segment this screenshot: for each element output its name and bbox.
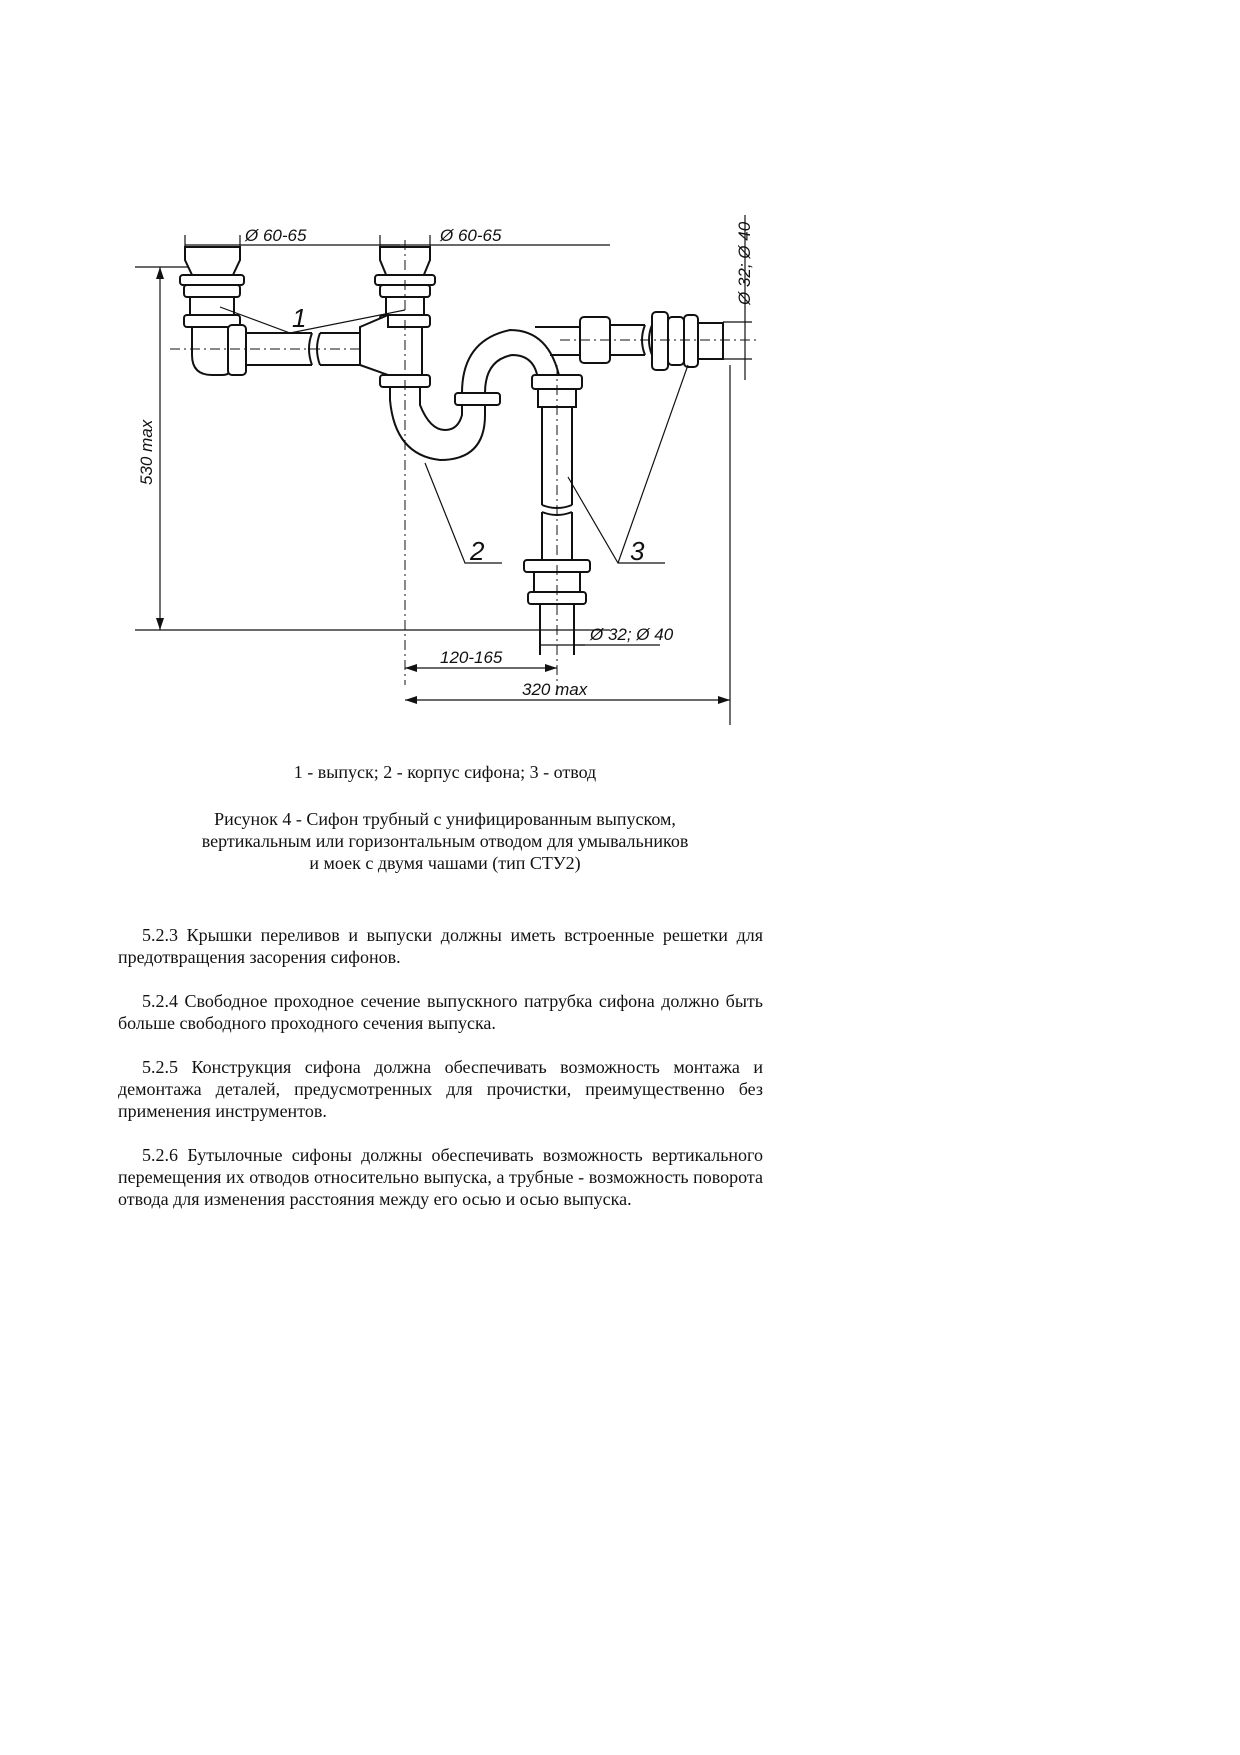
callout-3 <box>568 365 688 566</box>
right-outlet <box>560 312 760 370</box>
dimension-right <box>723 215 754 380</box>
paragraph-5-2-5: 5.2.5 Конструкция сифона должна обеспечивать возможность монтажа и демонтажа деталей, предусмотренных для прочистки, преимущественно без применения инструментов. <box>118 1057 763 1121</box>
dim-height-max: 530 max <box>137 419 156 485</box>
dim-mid-top-diameter: Ø 60-65 <box>440 226 502 245</box>
dimension-bottom-diameter <box>540 625 674 645</box>
paragraph-5-2-6: 5.2.6 Бутылочные сифоны должны обеспечивать возможность вертикального перемещения их отводов относительно выпуска, а трубные - возможность поворота отвода для изменения расстояния между его осью и осью выпуска. <box>118 1145 763 1209</box>
paragraph-5-2-4: 5.2.4 Свободное проходное сечение выпускного патрубка сифона должно быть больше свободного проходного сечения выпуска. <box>118 991 763 1033</box>
callout-2-label: 2 <box>470 536 485 566</box>
dimension-top-left <box>185 226 400 248</box>
callout-2 <box>425 463 502 566</box>
paragraph-5-2-3: 5.2.3 Крышки переливов и выпуски должны иметь встроенные решетки для предотвращения засорения сифонов. <box>118 925 763 967</box>
figure-legend: 1 - выпуск; 2 - корпус сифона; 3 - отвод <box>293 762 597 782</box>
dimension-top-mid <box>380 226 610 248</box>
dimension-width <box>405 365 730 725</box>
figure-caption <box>120 808 770 874</box>
middle-outlet <box>360 240 435 685</box>
dim-offset: 120-165 <box>440 648 503 667</box>
caption-line-2: вертикальным или горизонтальным отводом для умывальников <box>201 831 689 851</box>
dimension-offset <box>405 648 557 672</box>
siphon-drawing <box>137 215 840 725</box>
callout-3-label: 3 <box>630 536 645 566</box>
dim-bottom-diameter: Ø 32; Ø 40 <box>590 625 674 644</box>
caption-line-1: Рисунок 4 - Сифон трубный с унифицированным выпуском, <box>214 809 676 829</box>
dim-right-diameter: Ø 32; Ø 40 <box>735 221 754 305</box>
caption-line-3: и моек с двумя чашами (тип СТУ2) <box>309 853 581 873</box>
left-outlet <box>180 247 246 375</box>
dim-left-top-diameter: Ø 60-65 <box>245 226 307 245</box>
dim-width-max: 320 max <box>522 680 588 699</box>
callout-1-label: 1 <box>292 303 307 333</box>
